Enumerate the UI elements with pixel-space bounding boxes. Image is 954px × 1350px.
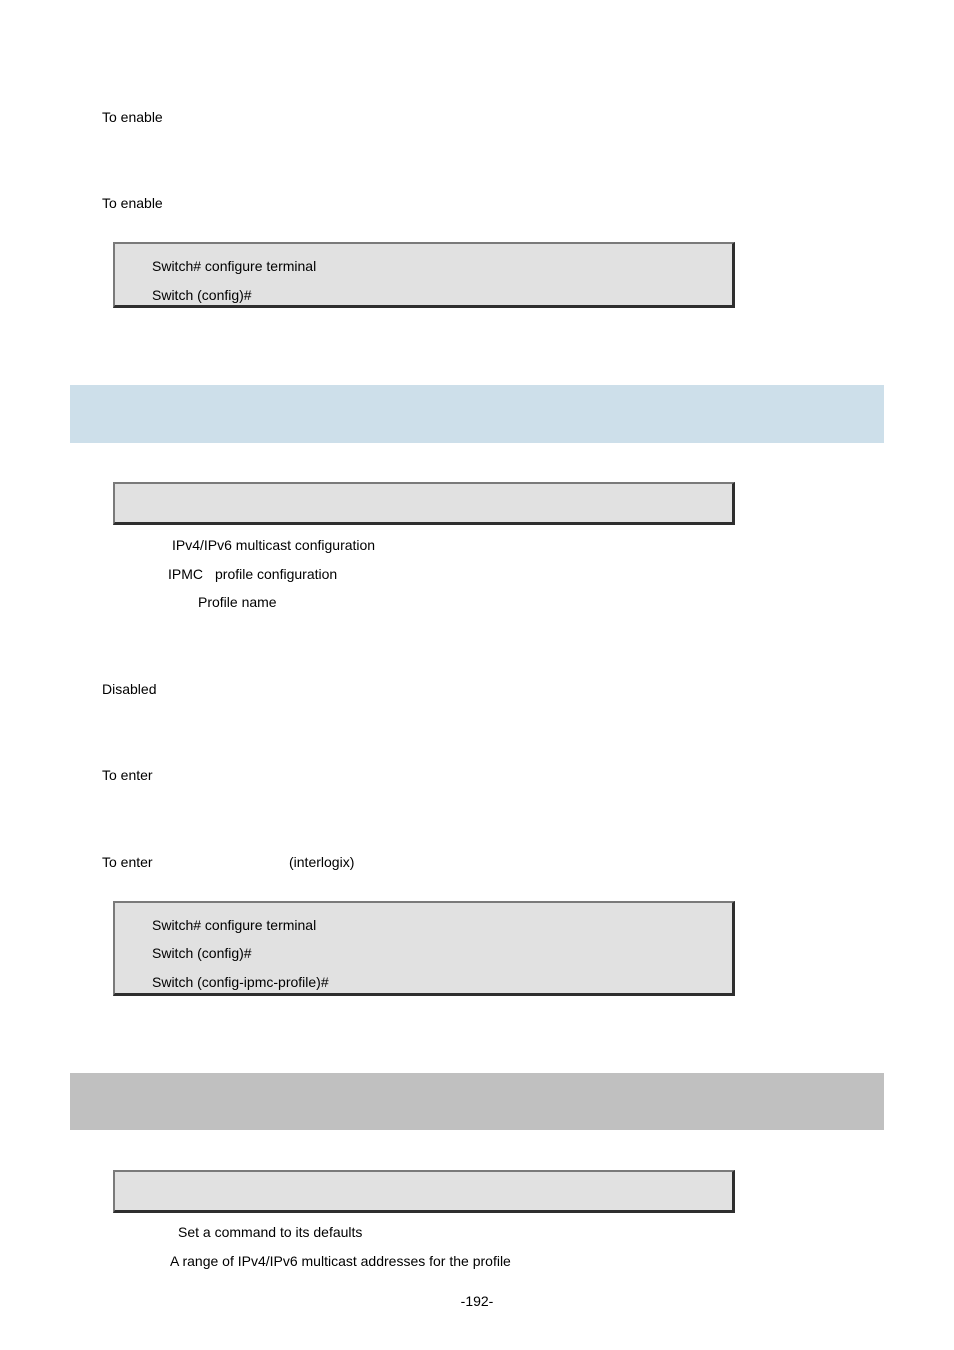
syntax-box-2 (113, 482, 735, 525)
example-line: Switch (config)# (152, 945, 252, 961)
usage-label-1: To enter (102, 767, 153, 783)
example-line: Switch (config)# (152, 287, 252, 303)
enable-label-2: To enable (102, 195, 163, 211)
example-box-1 (113, 242, 735, 308)
param-profile-name-desc: Profile name (198, 594, 277, 610)
syntax-box-3 (113, 1170, 735, 1213)
enable-label-1: To enable (102, 109, 163, 125)
example-line: Switch (config-ipmc-profile)# (152, 974, 329, 990)
example-line: Switch# configure terminal (152, 917, 317, 933)
usage-label-2: To enter (102, 854, 153, 870)
param-ipmc-label: IPMC (168, 566, 203, 582)
param-ipv4v6-desc: IPv4/IPv6 multicast configuration (172, 537, 376, 553)
param-range-desc: A range of IPv4/IPv6 multicast addresses for the profile (170, 1253, 511, 1269)
example-line: Switch# configure terminal (152, 258, 317, 274)
section-header-band-ipmc-profile (70, 385, 884, 443)
param-no-desc: Set a command to its defaults (178, 1224, 363, 1240)
example-box-2 (113, 901, 735, 996)
usage-arg: (interlogix) (289, 854, 355, 870)
param-profile-desc: profile configuration (215, 566, 338, 582)
default-value: Disabled (102, 681, 157, 697)
section-header-band-range (70, 1073, 884, 1130)
page-number: -192- (460, 1293, 494, 1309)
